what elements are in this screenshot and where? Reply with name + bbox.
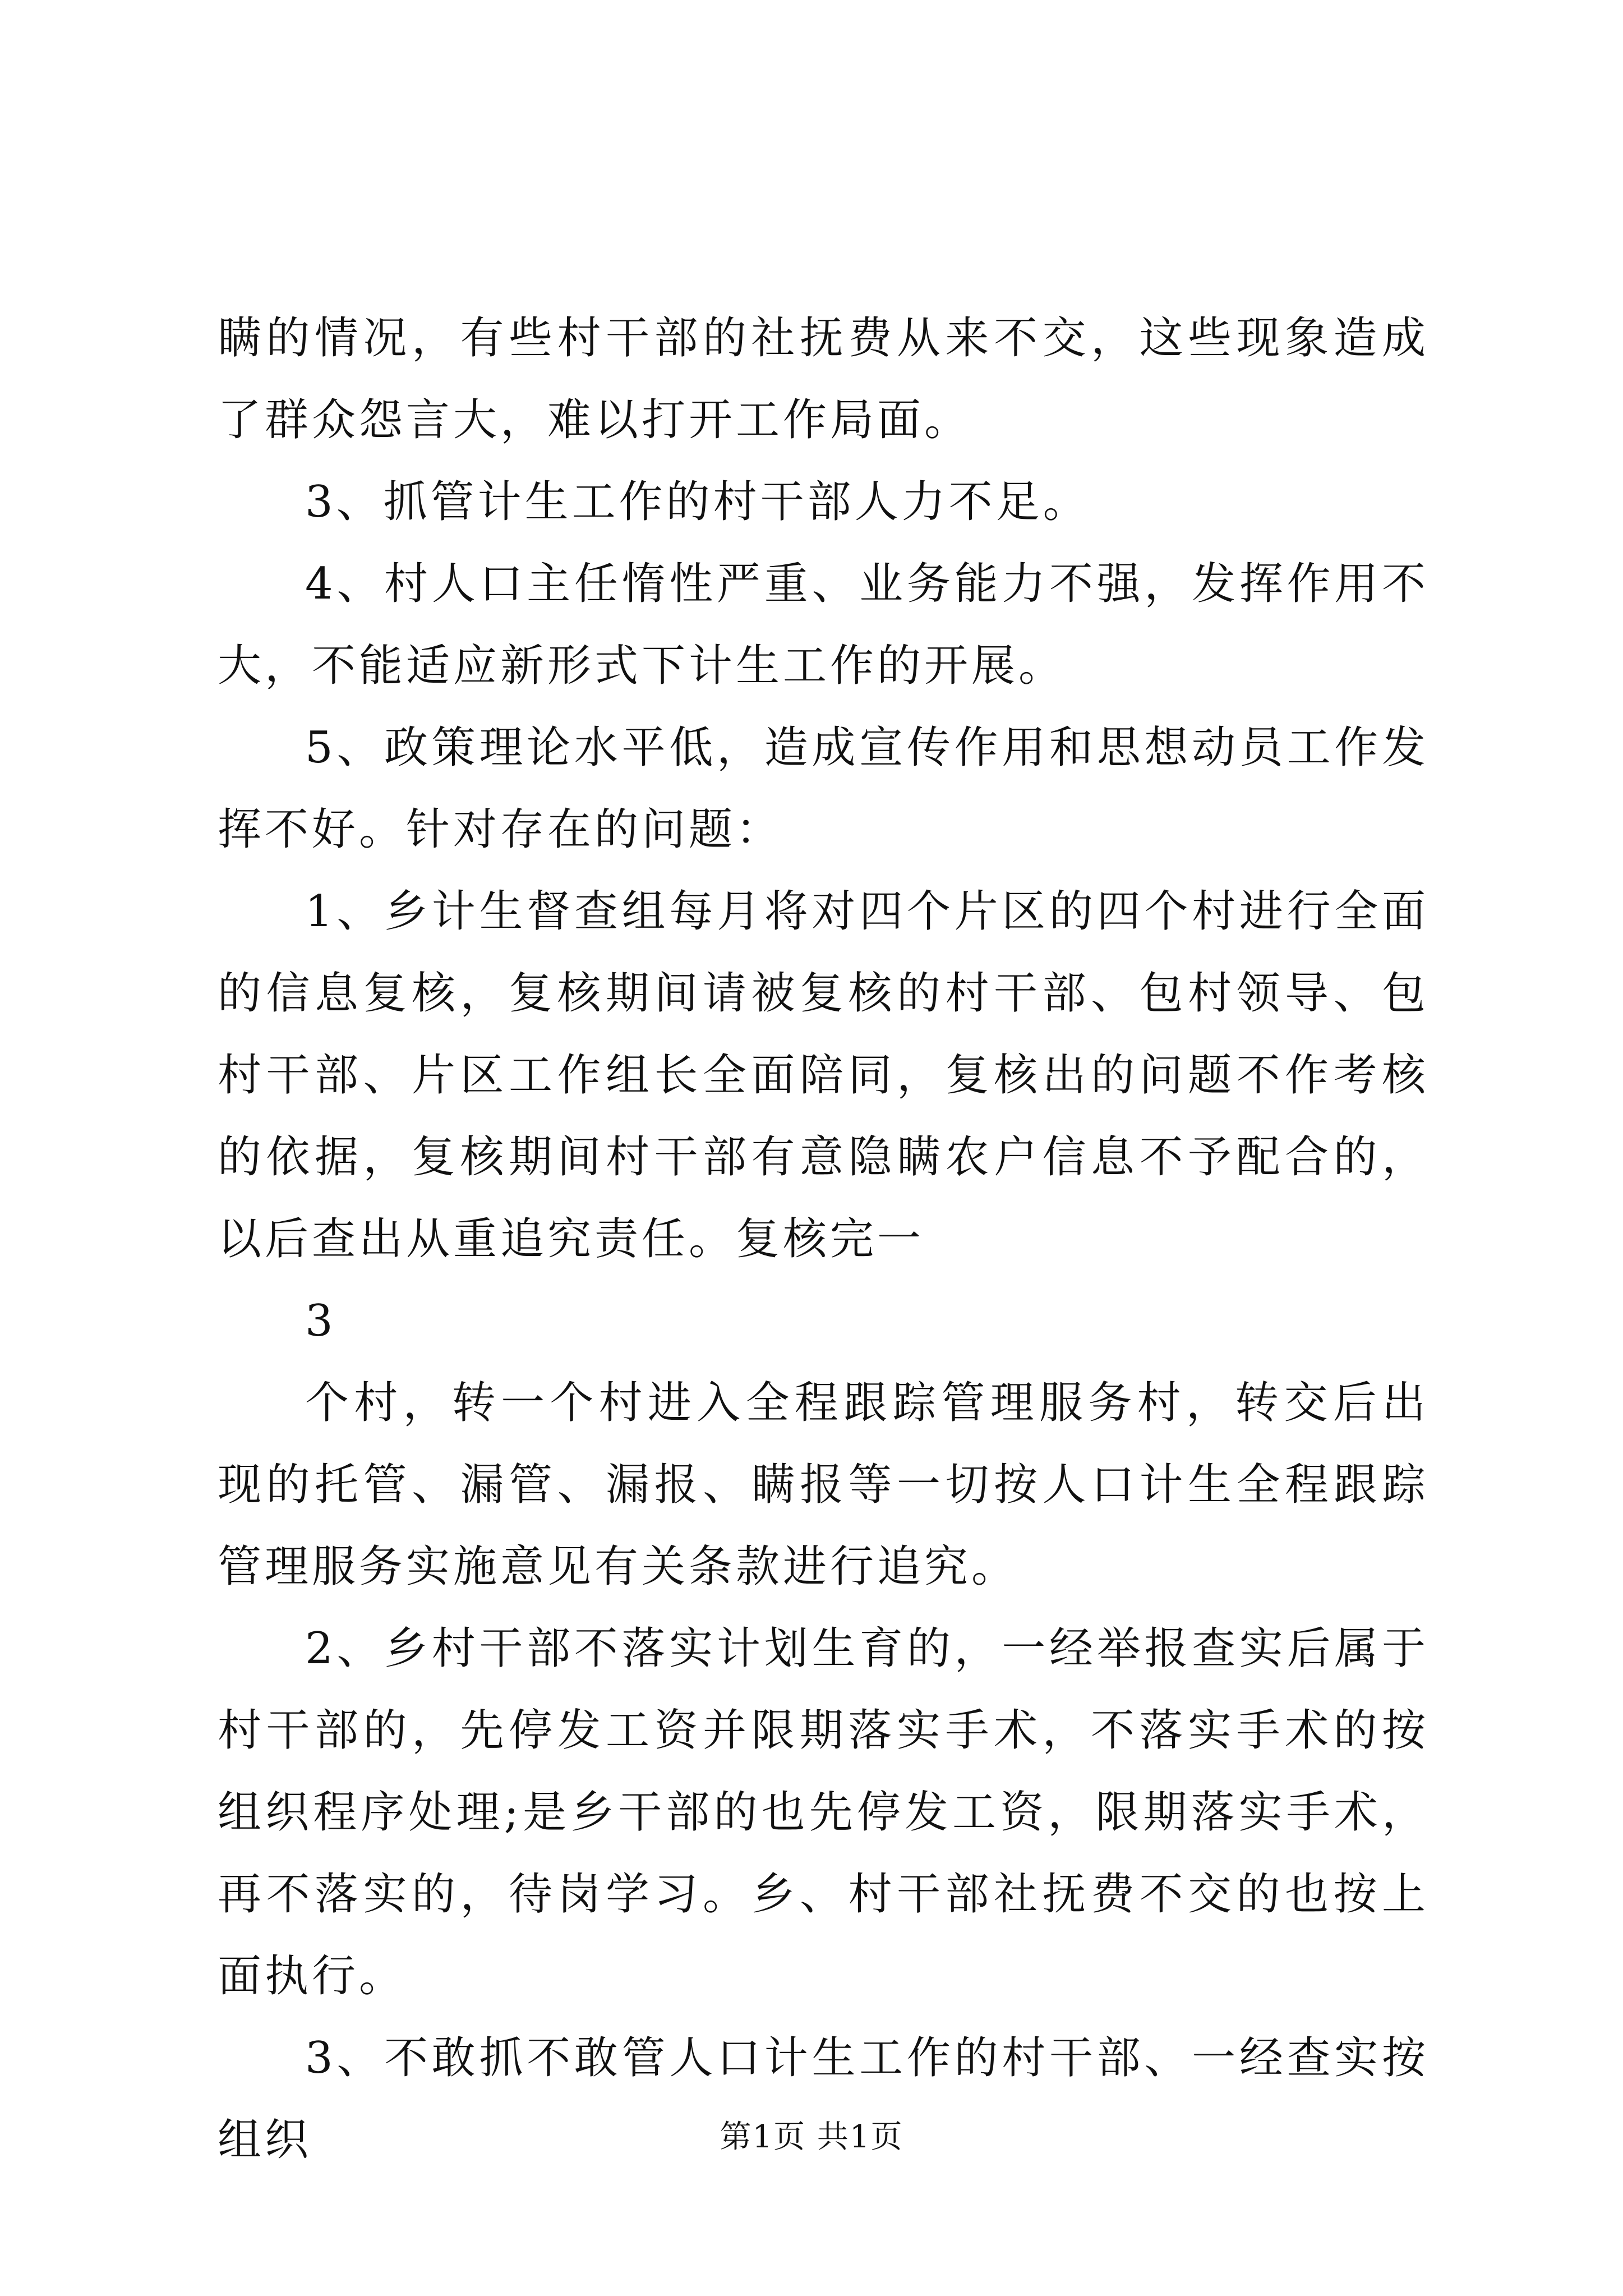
paragraph-6: 3	[305, 1296, 336, 1346]
page-footer: 第1页 共1页	[720, 2119, 903, 2155]
paragraph-5: 1、乡计生督查组每月将对四个片区的四个村进行全面的信息复核，复核期间请被复核的村干部、包村领导、包村干部、片区工作组长全面陪同，复核出的问题不作考核的依据，复核期间村干部有意隐瞒农户信息不予配合的，以后查出从重追究责任。复核完一	[218, 886, 1429, 1264]
paragraph-2: 3、抓管计生工作的村干部人力不足。	[305, 477, 1090, 527]
paragraph-3: 4、村人口主任惰性严重、业务能力不强，发挥作用不大，不能适应新形式下计生工作的开展。	[218, 559, 1429, 691]
document-body	[218, 297, 1429, 2181]
paragraph-7: 个村，转一个村进入全程跟踪管理服务村，转交后出现的托管、漏管、漏报、瞒报等一切按人口计生全程跟踪管理服务实施意见有关条款进行追究。	[218, 1378, 1429, 1592]
paragraph-1: 瞒的情况，有些村干部的社抚费从来不交，这些现象造成了群众怨言大，难以打开工作局面。	[218, 313, 1429, 445]
paragraph-8: 2、乡村干部不落实计划生育的，一经举报查实后属于村干部的，先停发工资并限期落实手术，不落实手术的按组织程序处理;是乡干部的也先停发工资，限期落实手术，再不落实的，待岗学习。乡、村干部社抚费不交的也按上面执行。	[218, 1623, 1429, 2001]
paragraph-9: 3、不敢抓不敢管人口计生工作的村干部、一经查实按组织	[218, 2033, 1429, 2165]
paragraph-4: 5、政策理论水平低，造成宣传作用和思想动员工作发挥不好。针对存在的问题：	[218, 723, 1429, 855]
